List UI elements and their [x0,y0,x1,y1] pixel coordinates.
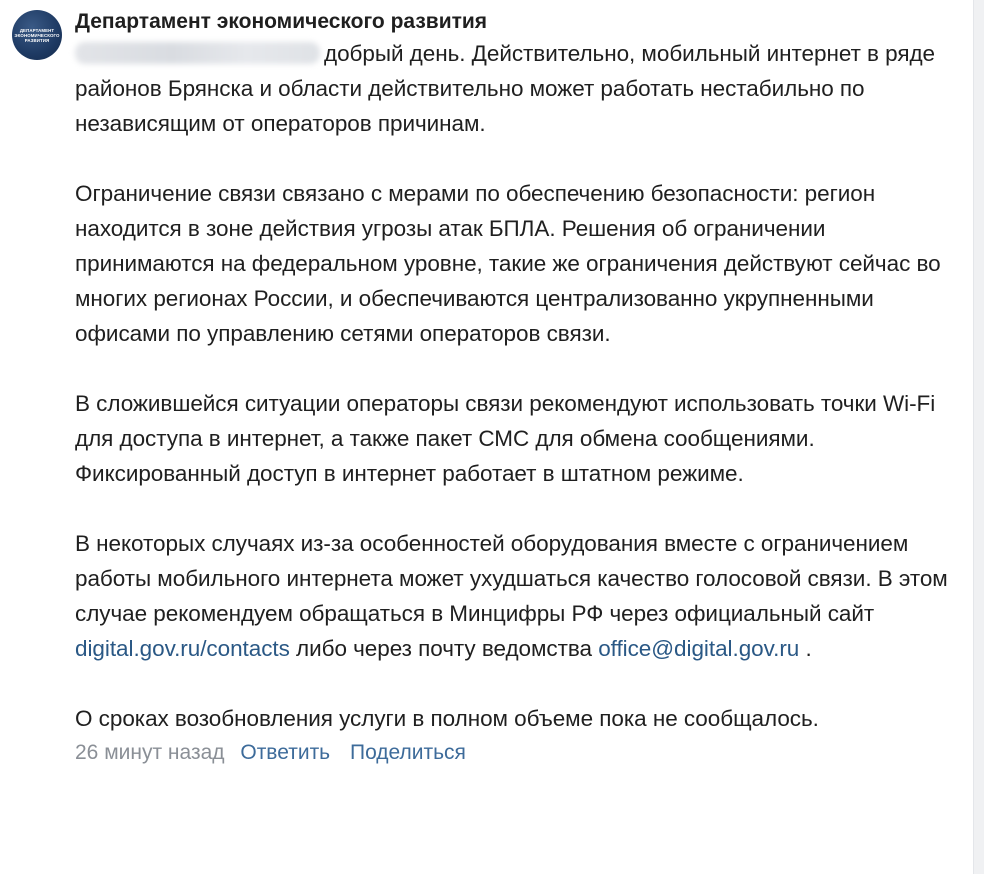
share-button[interactable]: Поделиться [349,741,466,764]
paragraph-2: Ограничение связи связано с мерами по обеспечению безопасности: регион находится в зоне действия угрозы атак БПЛА. Решения об ограничении принимаются на федеральном уровне, такие же ограничения действуют сейчас во многих регионах России, и обеспечиваются централизованно укрупненными офисами по управлению сетями операторов связи. [75,181,941,346]
comment-text [75,36,955,736]
paragraph-3: В сложившейся ситуации операторы связи рекомендуют использовать точки Wi-Fi для доступа в интернет, а также пакет СМС для обмена сообщениями. Фиксированный доступ в интернет работает в штатном режиме. [75,391,936,486]
reply-button[interactable]: Ответить [240,741,331,764]
blurred-name [75,42,320,64]
paragraph-5: О сроках возобновления услуги в полном объеме пока не сообщалось. [75,706,819,731]
paragraph-4-end: . [799,636,812,661]
paragraph-4-middle: либо через почту ведомства [289,636,599,661]
paragraph-4-text: В некоторых случаях из-за особенностей оборудования вместе с ограничением работы мобильного интернета может ухудшаться качество голосовой связи. В этом случае рекомендуем обращаться в Минцифры РФ через официальный сайт [75,531,948,626]
avatar-line-2: ЭКОНОМИЧЕСКОГО [14,32,60,38]
avatar-line-1: ДЕПАРТАМЕНТ [19,27,55,33]
comment-body [75,6,955,766]
email-link[interactable]: office@digital.gov.ru [598,636,800,661]
comment-footer [75,740,955,766]
avatar[interactable] [12,10,62,60]
paragraph-1 [75,36,955,141]
contacts-link[interactable]: digital.gov.ru/contacts [75,636,290,661]
comment [12,6,962,868]
author-name[interactable]: Департамент экономического развития [75,10,488,33]
paragraph-4 [75,526,955,666]
scrollbar-track[interactable] [973,0,984,874]
paragraph-1-rest: интернет в ряде районов Брянска и области действительно может работать нестабильно по независящим от операторов причинам. [75,41,936,136]
comment-time[interactable]: 26 минут назад [75,741,225,764]
avatar-line-3: РАЗВИТИЯ [24,37,50,43]
greeting: добрый день. Действительно, мобильный [324,41,761,66]
